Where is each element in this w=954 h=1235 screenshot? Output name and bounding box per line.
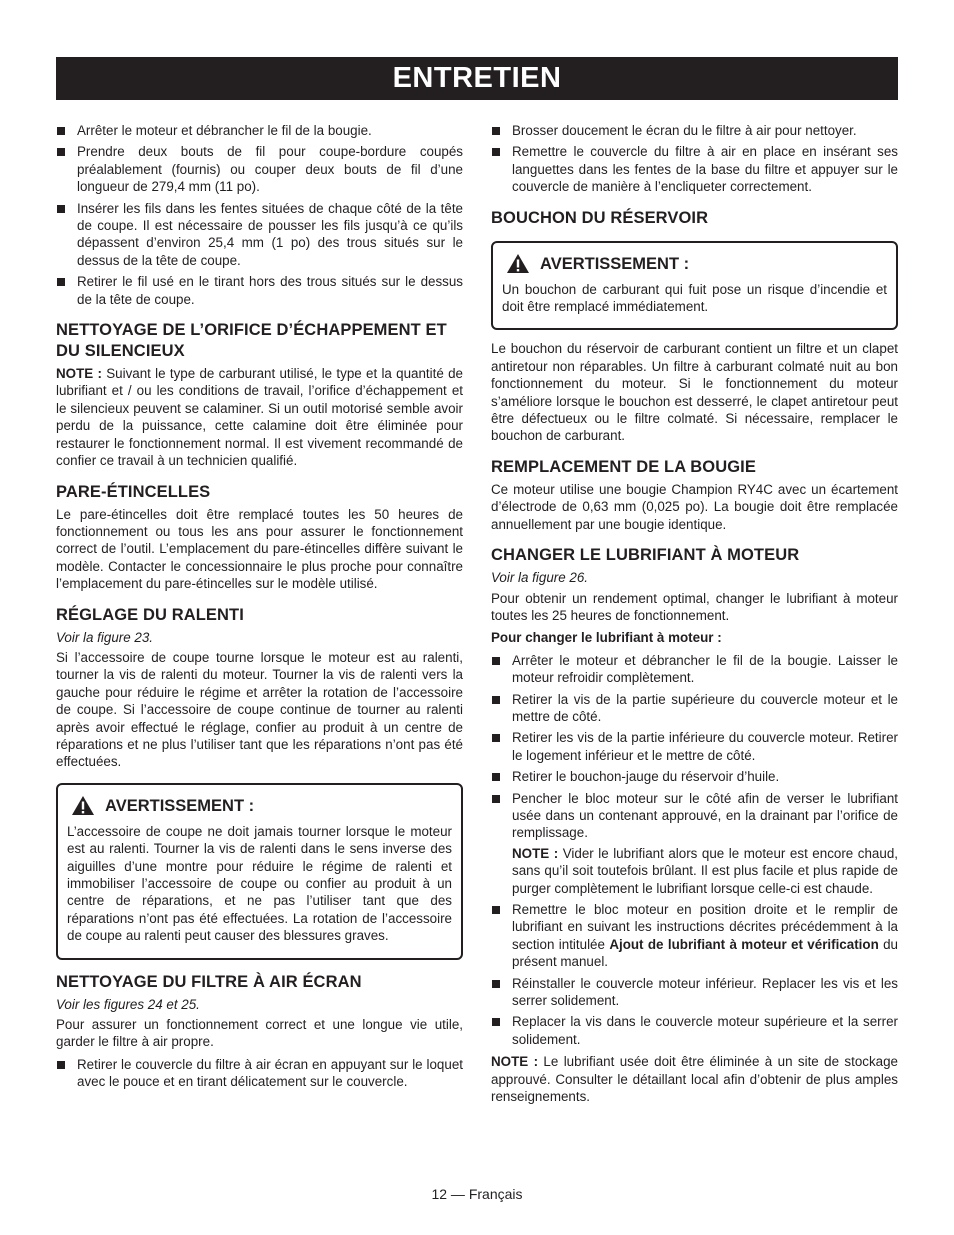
list-item <box>491 901 898 971</box>
page-title: ENTRETIEN <box>56 57 898 100</box>
left-column <box>56 122 463 1096</box>
section-heading-spark-arrester: PARE-ÉTINCELLES <box>56 482 211 501</box>
list-item: Arrêter le moteur et débrancher le fil de la bougie. Laisser le moteur refroidir complètement. <box>491 652 898 687</box>
list-item: Remettre le couvercle du filtre à air en place en insérant ses languettes dans les fentes de la base du filtre et appuyer sur le couvercle de manière à l’encliqueter correctement. <box>491 143 898 195</box>
note-label: NOTE : <box>512 845 559 861</box>
filter-bullet-list <box>491 122 898 196</box>
note-text: Le lubrifiant usée doit être éliminée à un site de stockage approuvé. Consulter le détaillant local afin d’obtenir de plus amples renseignements. <box>491 1054 898 1105</box>
list-item: Retirer la vis de la partie supérieure du couvercle moteur et le mettre de côté. <box>491 691 898 726</box>
exhaust-note <box>56 365 463 469</box>
refill-text-end: du présent manuel. <box>512 936 899 970</box>
oil-bullet-list <box>491 652 898 1049</box>
warning-title: AVERTISSEMENT : <box>540 254 690 273</box>
spark-plug-text: Ce moteur utilise une bougie Champion RY4C avec un écartement d’électrode de 0,63 mm (0,025 po). La bougie doit être remplacée annuellement par une bougie identique. <box>491 481 898 532</box>
note-label: NOTE : <box>56 366 102 382</box>
tilt-note <box>512 845 898 897</box>
warning-text: Un bouchon de carburant qui fuit pose un risque d’incendie et doit être remplacé immédiatement. <box>502 281 887 315</box>
oil-note <box>491 1053 898 1105</box>
air-filter-bullet-list <box>56 1056 463 1091</box>
list-item: Retirer les vis de la partie inférieure du couvercle moteur. Retirer le logement inférieur et le mettre de côté. <box>491 729 898 764</box>
warning-header <box>502 253 887 275</box>
fuel-cap-text: Le bouchon du réservoir de carburant contient un filtre et un clapet antiretour non réparables. Un filtre à carburant colmaté nuit au bon fonctionnement du moteur. Si le fonctionnement du moteur s’améliore lorsque le bouchon est desserré, le clapet antiretour peut être défectueux ou le filtre colmaté. Si nécessaire, remplacer le bouchon de carburant. <box>491 341 898 444</box>
right-column <box>491 122 898 1110</box>
list-item: Insérer les fils dans les fentes situées de chaque côté de la tête de coupe. Il est nécessaire de pousser les fils jusqu’à ce qu’ils dépassent d’environ 25,4 mm (1 po) des trous situés sur le dessus de la tête de coupe. <box>56 200 463 270</box>
warning-triangle-icon <box>506 253 530 274</box>
warning-text: L’accessoire de coupe ne doit jamais tourner lorsque le moteur est au ralenti. Tourner la vis de ralenti dans le sens inverse des aiguilles d’une montre pour réduire le régime de ralenti et immobiliser l’accessoire de coupe ou confier au produit à un centre de réparations, et ne pas l’utiliser tant que des réparations n’ont pas été effectuées. La rotation de l’accessoire de coupe au ralenti peut causer des blessures graves. <box>67 823 452 944</box>
list-item: Replacer la vis dans le couvercle moteur supérieure et la serrer solidement. <box>491 1013 898 1048</box>
section-heading-oil: CHANGER LE LUBRIFIANT À MOTEUR <box>491 546 800 565</box>
list-item: Arrêter le moteur et débrancher le fil de la bougie. <box>56 122 463 139</box>
refill-text: Remettre le bloc moteur en position droite et le remplir de lubrifiant en suivant les instructions décrites précédemment à la section intitulée <box>512 902 898 952</box>
list-item: Retirer le bouchon-jauge du réservoir d’huile. <box>491 768 898 785</box>
oil-text: Pour obtenir un rendement optimal, changer le lubrifiant à moteur toutes les 25 heures de fonctionnement. <box>491 590 898 623</box>
section-heading-spark-plug: REMPLACEMENT DE LA BOUGIE <box>491 457 756 476</box>
oil-subheading: Pour changer le lubrifiant à moteur : <box>491 630 722 646</box>
figure-reference: Voir la figure 23. <box>56 629 154 645</box>
air-filter-text: Pour assurer un fonctionnement correct et une longue vie utile, garder le filtre à air propre. <box>56 1017 463 1050</box>
section-heading-fuel-cap: BOUCHON DU RÉSERVOIR <box>491 208 709 227</box>
warning-triangle-icon <box>71 795 95 816</box>
list-item: Retirer le fil usé en le tirant hors des trous situés sur le dessus de la tête de coupe. <box>56 273 463 308</box>
intro-bullet-list <box>56 122 463 308</box>
figure-reference: Voir les figures 24 et 25. <box>56 996 200 1012</box>
note-text: Suivant le type de carburant utilisé, le type et la quantité de lubrifiant et / ou les conditions de travail, l’orifice d’échappement et le silencieux peuvent se calaminer. Si un outil motorisé semble avoir perdu de la puissance, cette calamine doit être éliminée pour restaurer le fonctionnement normal. Il est vivement recommandé de confier ce travail à un technicien qualifié. <box>56 366 463 469</box>
warning-box <box>56 783 463 960</box>
spark-arrester-text: Le pare-étincelles doit être remplacé toutes les 50 heures de fonctionnement ou tous les ans pour assurer le fonctionnement correct de l’outil. L’emplacement du pare-étincelles diffère suivant le modèle. Contacter le concessionnaire le plus proche pour connaître l’emplacement du pare-étincelles sur le modèle utilisé. <box>56 506 463 592</box>
list-item: Prendre deux bouts de fil pour coupe-bordure coupés préalablement (fournis) ou couper deux bouts de fil d’une longueur de 279,4 mm (11 po). <box>56 143 463 195</box>
tilt-text: Pencher le bloc moteur sur le côté afin de verser le lubrifiant usée dans un contenant approuvé, en la drainant par l’orifice de remplissage. <box>512 790 898 841</box>
warning-box <box>491 241 898 331</box>
refill-section-ref: Ajout de lubrifiant à moteur et vérification <box>609 936 879 952</box>
idle-text: Si l’accessoire de coupe tourne lorsque le moteur est au ralenti, tourner la vis de ralenti du moteur. Tourner la vis de ralenti vers la gauche pour réduire le régime et arrêter la rotation de l’accessoire de coupe. Si l’accessoire de coupe continue de tourner au ralenti après avoir effectué le réglage, confier au produit à un centre de réparations et ne plus l’utiliser tant que les réparations n’ont pas été effectuées. <box>56 649 463 770</box>
note-label: NOTE : <box>491 1054 539 1070</box>
list-item <box>491 790 898 897</box>
note-text: Vider le lubrifiant alors que le moteur est encore chaud, sans qu’il soit toutefois brûlant. Il est plus facile et plus rapide de purger complètement le lubrifiant lorsque celle-ci est chaude. <box>512 845 898 896</box>
warning-header <box>67 795 452 817</box>
section-heading-exhaust: NETTOYAGE DE L’ORIFICE D’ÉCHAPPEMENT ET DU SILENCIEUX <box>56 321 447 361</box>
list-item: Réinstaller le couvercle moteur inférieur. Replacer les vis et les serrer solidement. <box>491 975 898 1010</box>
section-heading-air-filter: NETTOYAGE DU FILTRE À AIR ÉCRAN <box>56 972 362 991</box>
figure-reference: Voir la figure 26. <box>491 570 589 586</box>
page-footer: 12 — Français <box>431 1186 523 1202</box>
list-item: Brosser doucement le écran du le filtre à air pour nettoyer. <box>491 122 898 139</box>
warning-title: AVERTISSEMENT : <box>105 796 255 815</box>
section-heading-idle: RÉGLAGE DU RALENTI <box>56 605 244 624</box>
list-item: Retirer le couvercle du filtre à air écran en appuyant sur le loquet avec le pouce et en tirant délicatement sur le couvercle. <box>56 1056 463 1091</box>
